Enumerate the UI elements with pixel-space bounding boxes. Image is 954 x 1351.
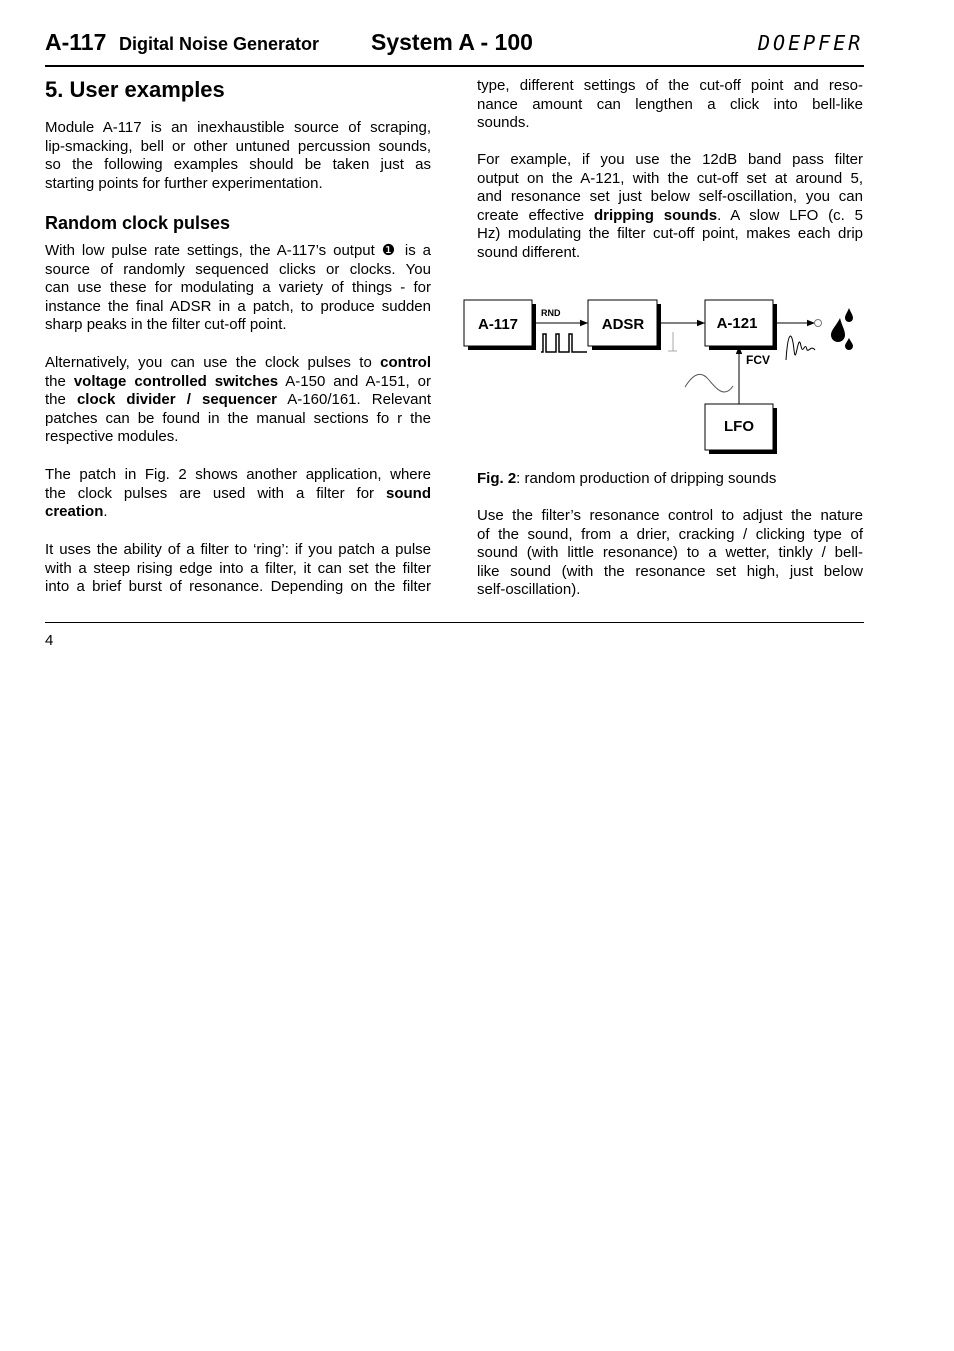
pulse-wave-icon	[541, 334, 587, 352]
footer-divider	[45, 622, 864, 623]
text-line	[45, 503, 431, 522]
text-segment: source of randomly sequenced clicks or clocks. You	[45, 260, 431, 278]
paragraph	[477, 77, 863, 133]
text-line	[477, 563, 863, 582]
text-line	[45, 410, 431, 429]
module-a117-box	[464, 300, 536, 350]
text-line	[45, 261, 431, 280]
header-model: A-117	[45, 29, 107, 55]
bold-text: clock divider / sequencer	[76, 391, 278, 409]
module-adsr-label: ADSR	[601, 316, 645, 333]
text-segment: with a steep rising edge into a filter, it can set the filter	[45, 559, 431, 577]
header-divider	[45, 65, 864, 67]
text-line	[477, 225, 863, 244]
text-segment: and resonance set just below self-oscillation, you can	[477, 188, 863, 206]
text-line	[477, 526, 863, 545]
text-segment: of the sound, from a drier, cracking / clicking type of	[477, 525, 863, 543]
paragraph	[45, 466, 431, 522]
text-segment: Use the filter’s resonance control to adjust the nature	[477, 507, 863, 524]
text-line	[45, 560, 431, 579]
text-segment: patches can be found in the manual sections fo r the	[45, 409, 431, 427]
paragraph	[45, 119, 431, 193]
module-a117-label: A-117	[477, 316, 519, 333]
text-segment: sound (with little resonance) to a wetter, tinkly / bell-	[477, 544, 863, 562]
text-line	[477, 77, 863, 96]
text-line	[45, 428, 431, 447]
text-segment: For example, if you use the 12dB band pass filter	[477, 151, 863, 168]
text-line	[477, 96, 863, 115]
output-jack-icon	[815, 320, 822, 327]
paragraph	[477, 151, 863, 263]
bold-text: control	[380, 354, 431, 371]
text-segment: instance the final ADSR in a patch, to produce sudden	[45, 297, 431, 315]
text-line	[477, 507, 863, 526]
text-segment: respective modules.	[45, 428, 179, 446]
module-lfo-box	[705, 404, 777, 454]
text-segment: It uses the ability of a filter to ‘ring’: if you patch a pulse	[45, 541, 431, 558]
text-segment: Alternatively, you can use the clock pulses to	[45, 354, 381, 371]
figure-caption	[477, 470, 776, 489]
text-segment: Hz) modulating the filter cut-off point, makes each drip	[477, 225, 863, 243]
text-segment: the	[45, 372, 74, 390]
text-line	[45, 466, 431, 485]
text-line	[477, 114, 863, 133]
text-line	[45, 156, 431, 175]
subsection-title: Random clock pulses	[45, 213, 231, 233]
ringing-wave-icon	[786, 336, 815, 360]
text-line	[45, 578, 431, 597]
module-lfo-label: LFO	[724, 418, 754, 435]
text-segment: output on the A-121, with the cut-off set at around 5,	[477, 169, 863, 187]
text-segment: nance amount can lengthen a click into bell-like	[477, 95, 863, 113]
figure-label: Fig. 2	[477, 470, 517, 487]
header-subtitle: Digital Noise Generator	[119, 34, 320, 54]
text-segment: sharp peaks in the filter cut-off point.	[45, 316, 287, 334]
figure-caption-text: : random production of dripping sounds	[516, 470, 777, 487]
text-line	[45, 354, 431, 373]
text-line	[477, 244, 863, 263]
fcv-label: FCV	[746, 353, 770, 367]
bold-text: voltage controlled switches	[73, 372, 279, 390]
text-segment: into a brief burst of resonance. Depending on the filter	[45, 578, 431, 596]
text-line	[45, 541, 431, 560]
text-line	[45, 279, 431, 298]
patch-diagram	[455, 290, 875, 465]
brand-logo: DOEPFER	[758, 31, 864, 55]
text-segment: create effective	[477, 206, 594, 224]
text-segment: With low pulse rate settings, the A-117’s output ❶ is a	[45, 242, 431, 259]
bold-text: dripping sounds	[593, 206, 718, 224]
section-title: 5. User examples	[45, 77, 225, 102]
text-line	[45, 391, 431, 410]
text-segment: sound different.	[477, 243, 581, 261]
text-line	[477, 188, 863, 207]
envelope-spike-icon	[668, 332, 677, 351]
text-line	[45, 316, 431, 335]
text-segment: like sound (with the resonance set high, just below	[477, 562, 863, 580]
paragraph	[477, 507, 863, 600]
module-adsr-box	[588, 300, 661, 350]
rnd-label: RND	[541, 308, 561, 318]
text-segment: type, different settings of the cut-off point and reso-	[477, 77, 863, 94]
text-segment: .	[103, 503, 108, 521]
text-segment: self-oscillation).	[477, 581, 581, 599]
text-segment: can use these for modulating a variety of things - for	[45, 279, 431, 297]
bold-text: sound	[386, 484, 431, 502]
text-line	[45, 373, 431, 392]
page-number: 4	[45, 632, 54, 649]
bold-text: creation	[45, 503, 104, 521]
text-line	[45, 298, 431, 317]
text-segment: starting points for further experimentation.	[45, 174, 323, 192]
text-segment: so the following examples should be taken just as	[45, 156, 431, 174]
text-segment: A-150 and A-151, or	[278, 372, 431, 390]
header-system: System A - 100	[371, 29, 533, 55]
water-drops-icon	[831, 308, 853, 350]
text-line	[477, 581, 863, 600]
text-line	[45, 138, 431, 157]
text-line	[477, 207, 863, 226]
module-a121-label: A-121	[716, 315, 758, 332]
sine-wave-icon	[685, 374, 733, 392]
text-line	[45, 119, 431, 138]
paragraph	[45, 354, 431, 447]
text-line	[477, 544, 863, 563]
text-line	[45, 175, 431, 194]
text-segment: A-160/161. Relevant	[277, 391, 431, 409]
text-segment: . A slow LFO (c. 5	[717, 206, 863, 224]
text-segment: Module A-117 is an inexhaustible source of scraping,	[45, 119, 431, 136]
paragraph	[45, 541, 431, 597]
text-segment: the	[45, 391, 77, 409]
text-line	[45, 242, 431, 261]
text-segment: lip-smacking, bell or other untuned percussion sounds,	[45, 137, 431, 155]
text-line	[477, 151, 863, 170]
text-segment: the clock pulses are used with a filter for	[45, 484, 386, 502]
module-a121-box	[705, 300, 777, 350]
text-line	[477, 170, 863, 189]
text-segment: The patch in Fig. 2 shows another application, where	[45, 466, 431, 483]
text-segment: sounds.	[477, 114, 530, 132]
paragraph	[45, 242, 431, 335]
text-line	[45, 485, 431, 504]
